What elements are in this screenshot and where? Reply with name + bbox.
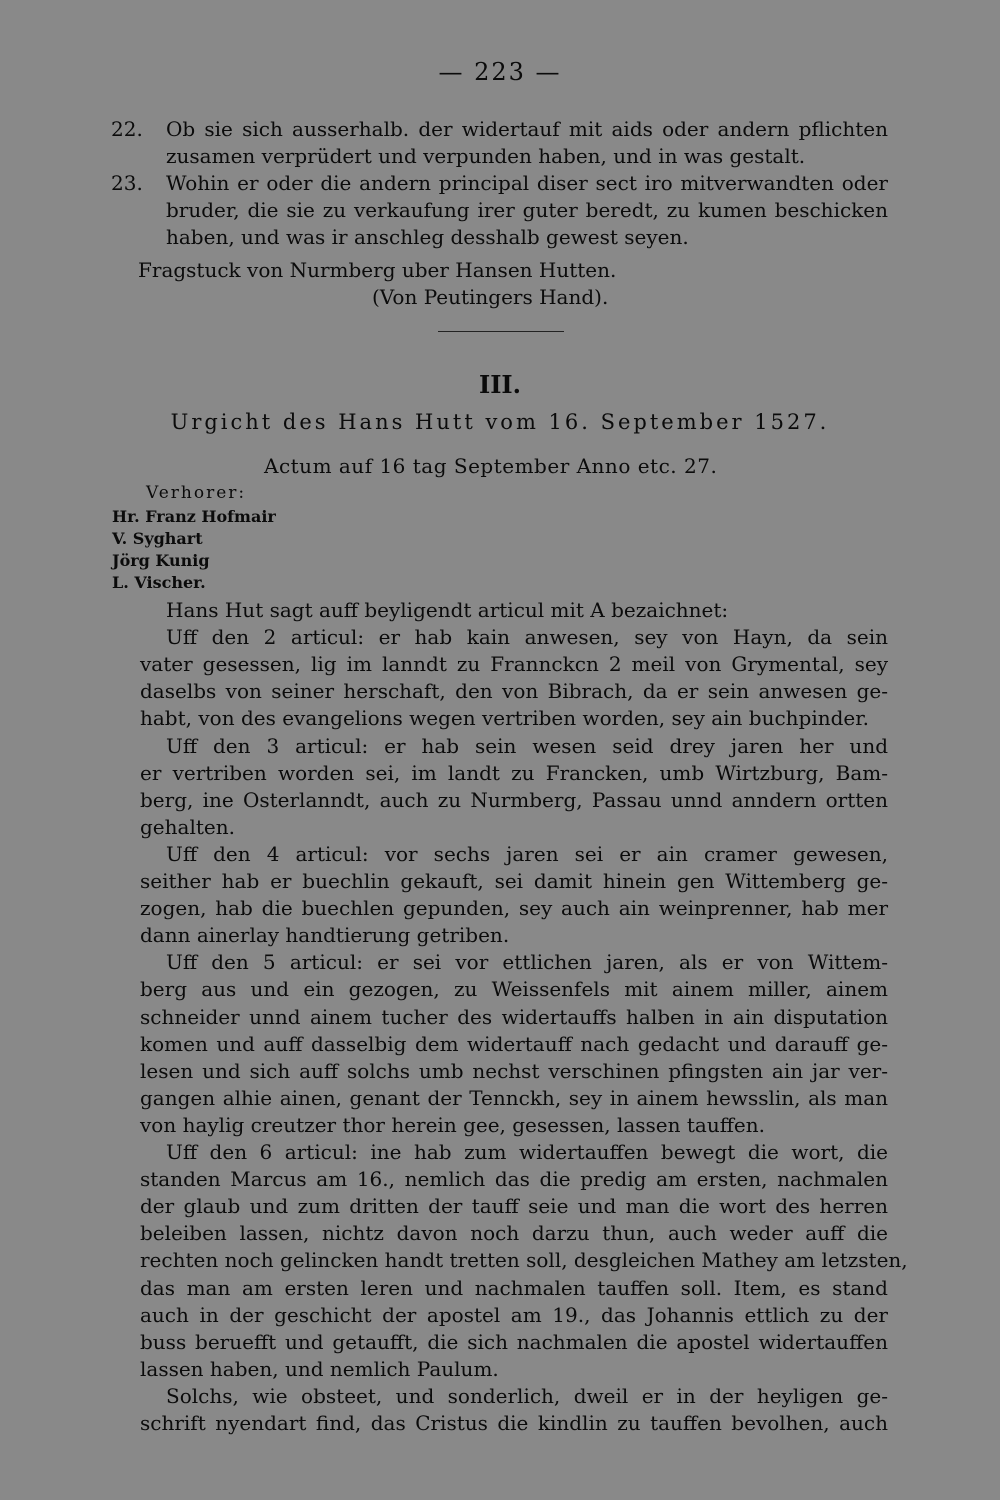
hearer-name: L. Vischer.: [112, 573, 206, 592]
body-line: beleiben lassen, nichtz davon noch darzu thun, auch weder auff die: [140, 1221, 888, 1245]
body-line: gangen alhie ainen, genant der Tennckh, sey in ainem hewsslin, als man: [140, 1086, 888, 1110]
body-line: schrift nyendart find, das Cristus die kindlin zu tauffen bevolhen, auch: [140, 1411, 888, 1435]
body-line: lesen und sich auff solchs umb nechst verschinen pfingsten ain jar ver-: [140, 1059, 888, 1083]
section-number: III.: [478, 370, 522, 399]
body-line: lassen haben, und nemlich Paulum.: [140, 1357, 499, 1381]
body-line: der glaub und zum dritten der tauff seie und man die wort des herren: [140, 1194, 888, 1218]
body-line: das man am ersten leren und nachmalen tauffen soll. Item, es stand: [140, 1276, 888, 1300]
body-line: rechten noch gelincken handt tretten soll, desgleichen Mathey am letzsten,: [140, 1248, 908, 1272]
signature-line-2: (Von Peutingers Hand).: [372, 285, 609, 309]
body-line: vater gesessen, lig im lanndt zu Frannckcn 2 meil von Grymental, sey: [140, 652, 888, 676]
body-line: gehalten.: [140, 815, 235, 839]
body-line: daselbs von seiner herschaft, den von Bibrach, da er sein anwesen ge-: [140, 679, 888, 703]
actum-line: Actum auf 16 tag September Anno etc. 27.: [264, 454, 718, 478]
question-number: 22.: [111, 117, 143, 141]
body-line: buss beruefft und getaufft, die sich nachmalen die apostel widertauffen: [140, 1330, 888, 1354]
body-line: Uff den 6 articul: ine hab zum widertauffen bewegt die wort, die: [166, 1140, 888, 1164]
body-line: Uff den 4 articul: vor sechs jaren sei er ain cramer gewesen,: [166, 842, 888, 866]
question-line: haben, und was ir anschleg desshalb gewest seyen.: [166, 225, 689, 249]
body-line: berg aus und ein gezogen, zu Weissenfels mit ainem miller, ainem: [140, 977, 888, 1001]
body-line: auch in der geschicht der apostel am 19., das Johannis ettlich zu der: [140, 1303, 888, 1327]
body-line: zogen, hab die buechlen gepunden, sey auch ain weinprenner, hab mer: [140, 896, 888, 920]
body-line: habt, von des evangelions wegen vertriben worden, sey ain buchpinder.: [140, 706, 869, 730]
hearer-name: Hr. Franz Hofmair: [112, 507, 276, 526]
section-title: Urgicht des Hans Hutt vom 16. September 1527.: [170, 410, 830, 434]
section-divider: [438, 331, 564, 332]
hearer-name: V. Syghart: [112, 529, 203, 548]
question-number: 23.: [111, 171, 143, 195]
signature-line-1: Fragstuck von Nurmberg uber Hansen Hutten.: [138, 258, 617, 282]
hearers-label: Verhorer:: [146, 483, 247, 503]
body-line: schneider unnd ainem tucher des widertauffs halben in ain disputation: [140, 1005, 888, 1029]
question-line: Wohin er oder die andern principal diser sect iro mitverwandten oder: [166, 171, 888, 195]
page-number: — 223 —: [438, 58, 562, 86]
body-line: Uff den 2 articul: er hab kain anwesen, sey von Hayn, da sein: [166, 625, 888, 649]
body-line: komen und auff dasselbig dem widertauff nach gedacht und darauff ge-: [140, 1032, 888, 1056]
body-line: von haylig creutzer thor herein gee, gesessen, lassen tauffen.: [140, 1113, 765, 1137]
body-line: standen Marcus am 16., nemlich das die predig am ersten, nachmalen: [140, 1167, 888, 1191]
body-line: Uff den 5 articul: er sei vor ettlichen jaren, als er von Wittem-: [166, 950, 888, 974]
body-line: berg, ine Osterlanndt, auch zu Nurmberg, Passau unnd anndern ortten: [140, 788, 888, 812]
hearer-name: Jörg Kunig: [112, 551, 210, 570]
body-line: Solchs, wie obsteet, und sonderlich, dweil er in der heyligen ge-: [166, 1384, 888, 1408]
question-line: zusamen verprüdert und verpunden haben, und in was gestalt.: [166, 144, 806, 168]
body-line: Uff den 3 articul: er hab sein wesen seid drey jaren her und: [166, 734, 888, 758]
body-line: Hans Hut sagt auff beyligendt articul mit A bezaichnet:: [166, 598, 729, 622]
body-line: dann ainerlay handtierung getriben.: [140, 923, 510, 947]
body-line: er vertriben worden sei, im landt zu Francken, umb Wirtzburg, Bam-: [140, 761, 888, 785]
question-line: bruder, die sie zu verkaufung irer guter beredt, zu kumen beschicken: [166, 198, 888, 222]
question-line: Ob sie sich ausserhalb. der widertauf mit aids oder andern pflichten: [166, 117, 888, 141]
body-line: seither hab er buechlin gekauft, sei damit hinein gen Wittemberg ge-: [140, 869, 888, 893]
